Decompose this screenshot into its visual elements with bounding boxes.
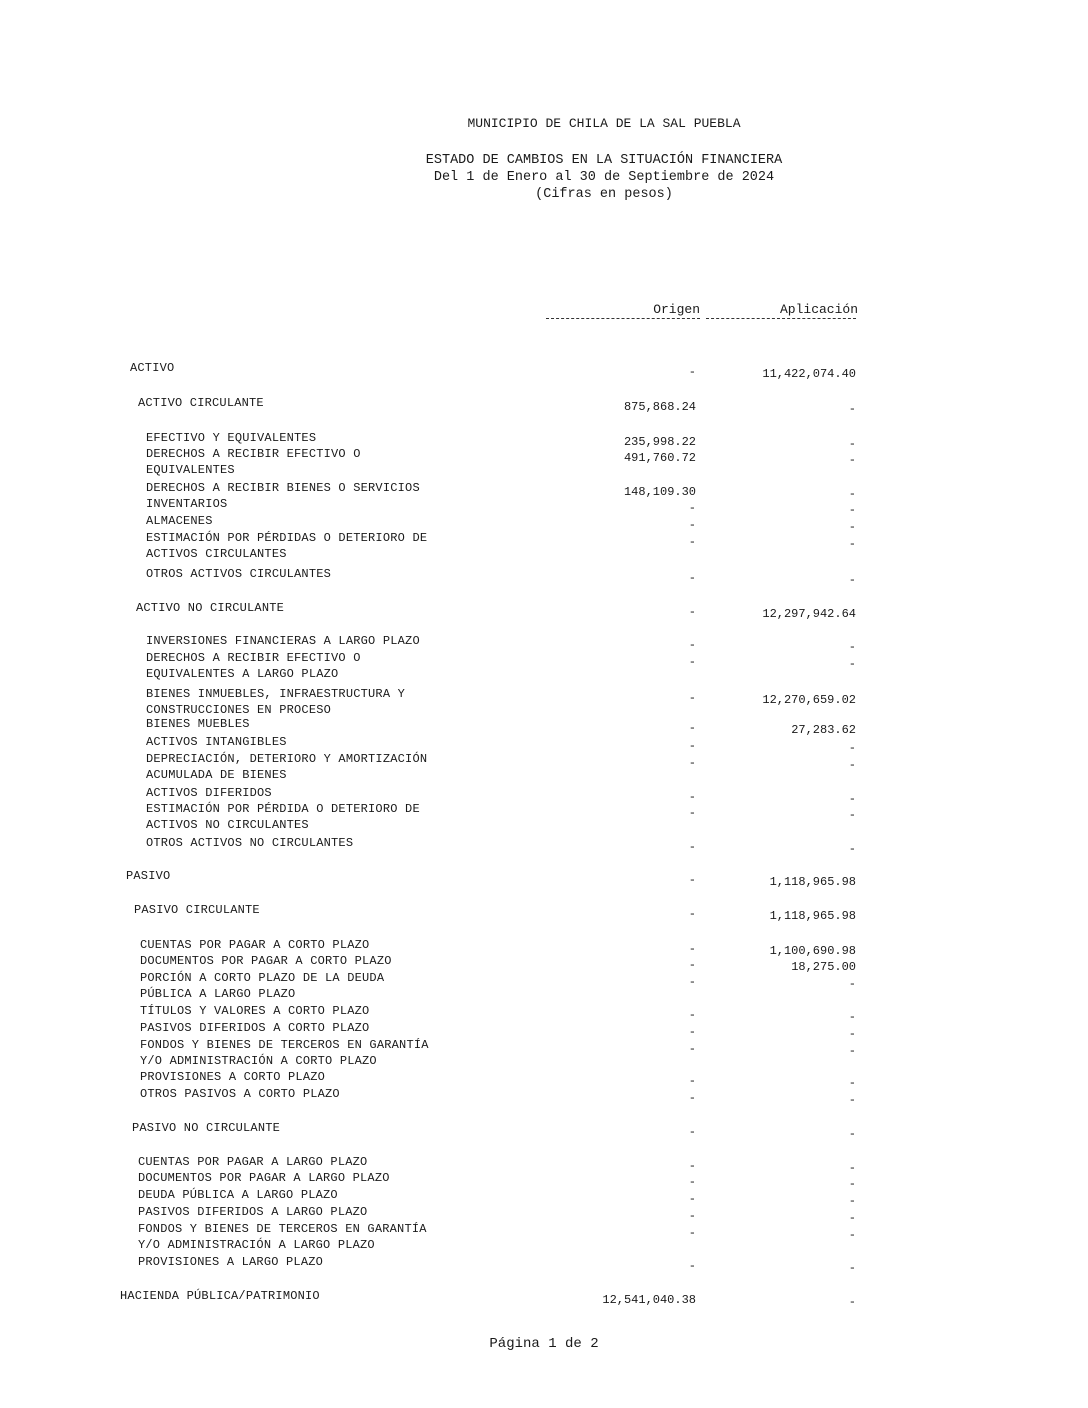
row-origen-value: - [688, 907, 696, 921]
column-rule-aplicacion [706, 318, 856, 319]
row-label: DEPRECIACIÓN, DETERIORO Y AMORTIZACIÓN ACUMULADA DE BIENES [146, 752, 428, 782]
row-aplicacion-value: - [848, 1211, 856, 1225]
row-origen-value: - [688, 571, 696, 585]
row-aplicacion-value: - [848, 1261, 856, 1275]
row-label: BIENES MUEBLES [146, 717, 250, 731]
row-aplicacion-value: 1,118,965.98 [769, 875, 856, 889]
report-title: ESTADO DE CAMBIOS EN LA SITUACIÓN FINANCIERA [425, 153, 783, 168]
row-label: EFECTIVO Y EQUIVALENTES [146, 431, 317, 445]
page-number: Página 1 de 2 [489, 1336, 599, 1352]
row-label: CUENTAS POR PAGAR A CORTO PLAZO [140, 938, 370, 952]
row-origen-value: - [688, 1226, 696, 1240]
row-aplicacion-value: - [848, 1194, 856, 1208]
row-aplicacion-value: - [848, 977, 856, 991]
row-aplicacion-value: - [848, 537, 856, 551]
row-label: ESTIMACIÓN POR PÉRDIDAS O DETERIORO DE ACTIVOS CIRCULANTES [146, 531, 428, 561]
row-label: BIENES INMUEBLES, INFRAESTRUCTURA Y CONSTRUCCIONES EN PROCESO [146, 687, 406, 717]
row-label: OTROS PASIVOS A CORTO PLAZO [140, 1087, 340, 1101]
row-aplicacion-value: - [848, 1295, 856, 1309]
row-origen-value: - [688, 655, 696, 669]
row-origen-value: - [688, 942, 696, 956]
row-label: INVERSIONES FINANCIERAS A LARGO PLAZO [146, 634, 420, 648]
row-origen-value: - [688, 1259, 696, 1273]
row-aplicacion-value: 11,422,074.40 [762, 367, 856, 381]
row-origen-value: - [688, 1192, 696, 1206]
row-label: PASIVOS DIFERIDOS A LARGO PLAZO [138, 1205, 368, 1219]
row-label: FONDOS Y BIENES DE TERCEROS EN GARANTÍA Y/O ADMINISTRACIÓN A CORTO PLAZO [140, 1038, 429, 1068]
row-label: DEUDA PÚBLICA A LARGO PLAZO [138, 1188, 338, 1202]
row-label: PORCIÓN A CORTO PLAZO DE LA DEUDA PÚBLICA A LARGO PLAZO [140, 971, 385, 1001]
row-label: ACTIVO NO CIRCULANTE [136, 601, 285, 615]
row-label: OTROS ACTIVOS NO CIRCULANTES [146, 836, 354, 850]
row-label: DOCUMENTOS POR PAGAR A CORTO PLAZO [140, 954, 392, 968]
row-aplicacion-value: - [848, 1093, 856, 1107]
row-origen-value: - [688, 691, 696, 705]
row-aplicacion-value: - [848, 741, 856, 755]
row-label: HACIENDA PÚBLICA/PATRIMONIO [120, 1289, 320, 1303]
row-label: PASIVO NO CIRCULANTE [132, 1121, 281, 1135]
row-aplicacion-value: - [848, 1127, 856, 1141]
row-aplicacion-value: 1,100,690.98 [769, 944, 856, 958]
row-origen-value: 148,109.30 [623, 485, 696, 499]
row-origen-value: - [688, 638, 696, 652]
row-origen-value: - [688, 605, 696, 619]
report-title-block [60, 152, 1088, 203]
row-origen-value: - [688, 873, 696, 887]
row-aplicacion-value: - [848, 792, 856, 806]
row-origen-value: - [688, 790, 696, 804]
row-label: OTROS ACTIVOS CIRCULANTES [146, 567, 332, 581]
row-aplicacion-value: 18,275.00 [791, 960, 856, 974]
column-header-origen: Origen [653, 302, 700, 317]
row-label: PROVISIONES A CORTO PLAZO [140, 1070, 326, 1084]
row-aplicacion-value: - [848, 842, 856, 856]
row-origen-value: 491,760.72 [623, 451, 696, 465]
row-label: PROVISIONES A LARGO PLAZO [138, 1255, 324, 1269]
row-origen-value: - [688, 1042, 696, 1056]
row-origen-value: - [688, 958, 696, 972]
row-origen-value: - [688, 806, 696, 820]
row-origen-value: - [688, 518, 696, 532]
row-aplicacion-value: 27,283.62 [791, 723, 856, 737]
row-aplicacion-value: - [848, 657, 856, 671]
row-aplicacion-value: - [848, 402, 856, 416]
row-origen-value: - [688, 739, 696, 753]
row-origen-value: 12,541,040.38 [602, 1293, 696, 1307]
row-label: ALMACENES [146, 514, 213, 528]
row-origen-value: - [688, 1091, 696, 1105]
row-label: PASIVO CIRCULANTE [134, 903, 260, 917]
row-label: DERECHOS A RECIBIR EFECTIVO O EQUIVALENTES [146, 447, 361, 477]
row-aplicacion-value: - [848, 1228, 856, 1242]
row-label: PASIVO [126, 869, 171, 883]
row-aplicacion-value: - [848, 1044, 856, 1058]
row-origen-value: - [688, 1074, 696, 1088]
row-label: DERECHOS A RECIBIR BIENES O SERVICIOS [146, 481, 420, 495]
row-label: FONDOS Y BIENES DE TERCEROS EN GARANTÍA Y/O ADMINISTRACIÓN A LARGO PLAZO [138, 1222, 427, 1252]
row-aplicacion-value: 1,118,965.98 [769, 909, 856, 923]
row-origen-value: - [688, 501, 696, 515]
row-origen-value: - [688, 840, 696, 854]
row-label: ACTIVOS DIFERIDOS [146, 786, 272, 800]
column-header-aplicacion: Aplicación [779, 302, 858, 317]
row-label: TÍTULOS Y VALORES A CORTO PLAZO [140, 1004, 370, 1018]
row-aplicacion-value: - [848, 758, 856, 772]
row-origen-value: - [688, 1209, 696, 1223]
report-units: (Cifras en pesos) [535, 187, 673, 202]
row-origen-value: - [688, 1125, 696, 1139]
row-aplicacion-value: - [848, 1076, 856, 1090]
row-aplicacion-value: - [848, 503, 856, 517]
row-origen-value: - [688, 975, 696, 989]
entity-name: MUNICIPIO DE CHILA DE LA SAL PUEBLA [467, 116, 741, 131]
row-origen-value: - [688, 1008, 696, 1022]
row-origen-value: 235,998.22 [623, 435, 696, 449]
row-label: ACTIVO CIRCULANTE [138, 396, 264, 410]
row-aplicacion-value: - [848, 1027, 856, 1041]
row-aplicacion-value: - [848, 808, 856, 822]
row-origen-value: - [688, 1159, 696, 1173]
row-origen-value: - [688, 535, 696, 549]
row-aplicacion-value: - [848, 1010, 856, 1024]
row-aplicacion-value: - [848, 1161, 856, 1175]
row-origen-value: 875,868.24 [623, 400, 696, 414]
row-aplicacion-value: - [848, 437, 856, 451]
row-aplicacion-value: - [848, 640, 856, 654]
row-label: ACTIVOS INTANGIBLES [146, 735, 287, 749]
row-origen-value: - [688, 1175, 696, 1189]
row-label: PASIVOS DIFERIDOS A CORTO PLAZO [140, 1021, 370, 1035]
row-aplicacion-value: 12,270,659.02 [762, 693, 856, 707]
row-label: CUENTAS POR PAGAR A LARGO PLAZO [138, 1155, 368, 1169]
row-aplicacion-value: - [848, 520, 856, 534]
row-label: ESTIMACIÓN POR PÉRDIDA O DETERIORO DE ACTIVOS NO CIRCULANTES [146, 802, 420, 832]
row-origen-value: - [688, 365, 696, 379]
row-label: ACTIVO [130, 361, 175, 375]
row-label: DERECHOS A RECIBIR EFECTIVO O EQUIVALENTES A LARGO PLAZO [146, 651, 361, 681]
row-origen-value: - [688, 756, 696, 770]
row-aplicacion-value: - [848, 453, 856, 467]
row-origen-value: - [688, 1025, 696, 1039]
row-aplicacion-value: 12,297,942.64 [762, 607, 856, 621]
row-origen-value: - [688, 721, 696, 735]
row-label: DOCUMENTOS POR PAGAR A LARGO PLAZO [138, 1171, 390, 1185]
report-period: Del 1 de Enero al 30 de Septiembre de 2024 [433, 170, 775, 185]
row-aplicacion-value: - [848, 573, 856, 587]
column-rule-origen [546, 318, 700, 319]
row-aplicacion-value: - [848, 1177, 856, 1191]
row-aplicacion-value: - [848, 487, 856, 501]
row-label: INVENTARIOS [146, 497, 228, 511]
